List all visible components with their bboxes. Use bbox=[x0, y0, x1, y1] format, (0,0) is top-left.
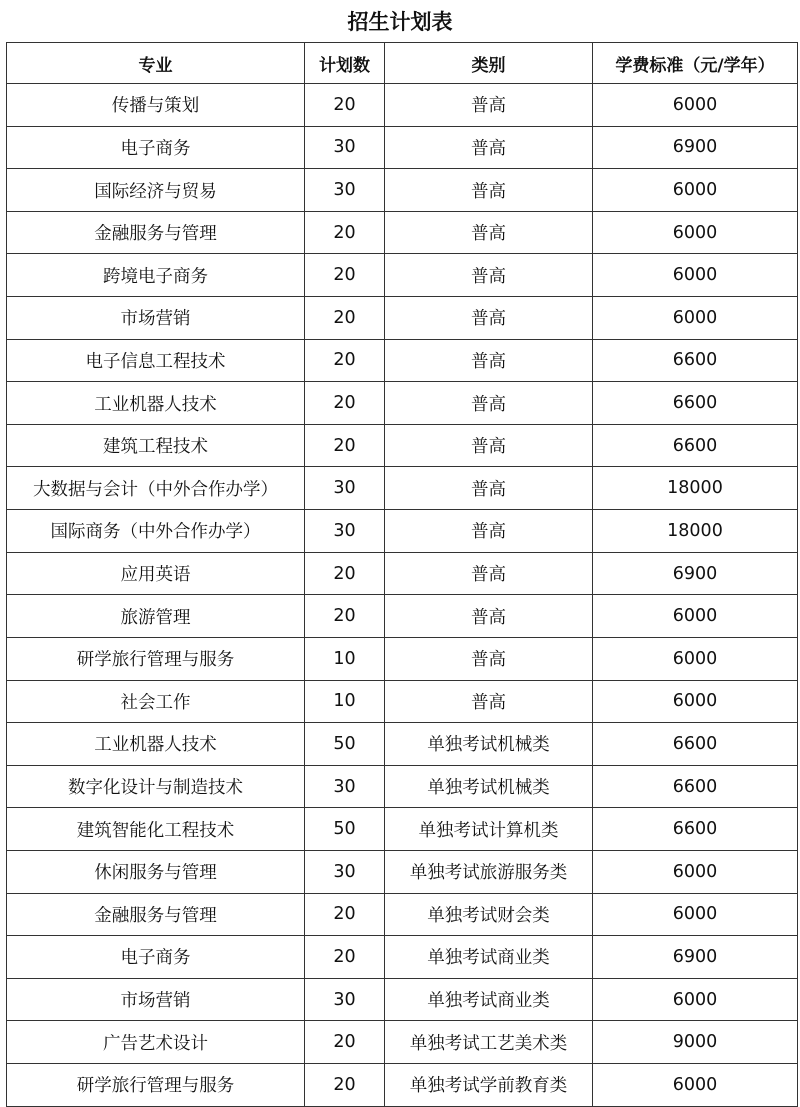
major-cell: 社会工作 bbox=[7, 680, 305, 723]
plan-count-cell: 20 bbox=[305, 382, 385, 425]
enrollment-plan-table bbox=[6, 42, 798, 1107]
plan-count-cell: 30 bbox=[305, 850, 385, 893]
table-row bbox=[7, 680, 798, 723]
major-cell: 工业机器人技术 bbox=[7, 382, 305, 425]
category-cell: 单独考试机械类 bbox=[385, 765, 593, 808]
major-cell: 数字化设计与制造技术 bbox=[7, 765, 305, 808]
plan-count-cell: 20 bbox=[305, 1064, 385, 1107]
major-cell: 研学旅行管理与服务 bbox=[7, 637, 305, 680]
tuition-cell: 6900 bbox=[593, 936, 798, 979]
category-cell: 普高 bbox=[385, 595, 593, 638]
table-row bbox=[7, 382, 798, 425]
category-cell: 普高 bbox=[385, 211, 593, 254]
major-cell: 国际经济与贸易 bbox=[7, 169, 305, 212]
major-cell: 市场营销 bbox=[7, 297, 305, 340]
tuition-cell: 6000 bbox=[593, 850, 798, 893]
header-category: 类别 bbox=[385, 43, 593, 84]
major-cell: 国际商务（中外合作办学） bbox=[7, 510, 305, 553]
major-cell: 电子商务 bbox=[7, 936, 305, 979]
category-cell: 单独考试工艺美术类 bbox=[385, 1021, 593, 1064]
category-cell: 普高 bbox=[385, 680, 593, 723]
category-cell: 普高 bbox=[385, 552, 593, 595]
plan-count-cell: 20 bbox=[305, 297, 385, 340]
header-plan-count: 计划数 bbox=[305, 43, 385, 84]
major-cell: 市场营销 bbox=[7, 978, 305, 1021]
table-row bbox=[7, 169, 798, 212]
major-cell: 电子商务 bbox=[7, 126, 305, 169]
tuition-cell: 6000 bbox=[593, 254, 798, 297]
major-cell: 传播与策划 bbox=[7, 84, 305, 127]
table-row bbox=[7, 84, 798, 127]
tuition-cell: 6600 bbox=[593, 765, 798, 808]
table-row bbox=[7, 893, 798, 936]
plan-count-cell: 20 bbox=[305, 84, 385, 127]
category-cell: 单独考试旅游服务类 bbox=[385, 850, 593, 893]
tuition-cell: 9000 bbox=[593, 1021, 798, 1064]
table-row bbox=[7, 510, 798, 553]
plan-count-cell: 20 bbox=[305, 595, 385, 638]
plan-count-cell: 10 bbox=[305, 637, 385, 680]
plan-count-cell: 30 bbox=[305, 467, 385, 510]
table-row bbox=[7, 126, 798, 169]
category-cell: 单独考试商业类 bbox=[385, 936, 593, 979]
plan-count-cell: 50 bbox=[305, 723, 385, 766]
plan-count-cell: 30 bbox=[305, 169, 385, 212]
tuition-cell: 6600 bbox=[593, 424, 798, 467]
tuition-cell: 6000 bbox=[593, 637, 798, 680]
tuition-cell: 6600 bbox=[593, 723, 798, 766]
table-row bbox=[7, 467, 798, 510]
category-cell: 单独考试学前教育类 bbox=[385, 1064, 593, 1107]
plan-count-cell: 30 bbox=[305, 510, 385, 553]
plan-count-cell: 30 bbox=[305, 765, 385, 808]
category-cell: 普高 bbox=[385, 637, 593, 680]
plan-count-cell: 30 bbox=[305, 126, 385, 169]
category-cell: 普高 bbox=[385, 126, 593, 169]
major-cell: 建筑工程技术 bbox=[7, 424, 305, 467]
plan-count-cell: 20 bbox=[305, 339, 385, 382]
tuition-cell: 6000 bbox=[593, 297, 798, 340]
major-cell: 金融服务与管理 bbox=[7, 211, 305, 254]
table-body bbox=[7, 84, 798, 1107]
major-cell: 建筑智能化工程技术 bbox=[7, 808, 305, 851]
tuition-cell: 6900 bbox=[593, 552, 798, 595]
category-cell: 普高 bbox=[385, 339, 593, 382]
tuition-cell: 6000 bbox=[593, 211, 798, 254]
plan-count-cell: 20 bbox=[305, 211, 385, 254]
header-tuition: 学费标准（元/学年） bbox=[593, 43, 798, 84]
tuition-cell: 6600 bbox=[593, 339, 798, 382]
table-row bbox=[7, 211, 798, 254]
major-cell: 研学旅行管理与服务 bbox=[7, 1064, 305, 1107]
table-row bbox=[7, 1021, 798, 1064]
table-row bbox=[7, 765, 798, 808]
table-row bbox=[7, 552, 798, 595]
plan-count-cell: 30 bbox=[305, 978, 385, 1021]
tuition-cell: 6000 bbox=[593, 595, 798, 638]
category-cell: 普高 bbox=[385, 467, 593, 510]
table-row bbox=[7, 637, 798, 680]
category-cell: 普高 bbox=[385, 510, 593, 553]
tuition-cell: 18000 bbox=[593, 467, 798, 510]
category-cell: 单独考试机械类 bbox=[385, 723, 593, 766]
category-cell: 单独考试商业类 bbox=[385, 978, 593, 1021]
tuition-cell: 6000 bbox=[593, 169, 798, 212]
tuition-cell: 6000 bbox=[593, 84, 798, 127]
major-cell: 大数据与会计（中外合作办学） bbox=[7, 467, 305, 510]
plan-count-cell: 20 bbox=[305, 936, 385, 979]
page-title: 招生计划表 bbox=[347, 10, 453, 34]
tuition-cell: 6600 bbox=[593, 382, 798, 425]
tuition-cell: 6000 bbox=[593, 978, 798, 1021]
tuition-cell: 6000 bbox=[593, 893, 798, 936]
table-row bbox=[7, 595, 798, 638]
plan-count-cell: 20 bbox=[305, 424, 385, 467]
header-row bbox=[7, 43, 798, 84]
table-row bbox=[7, 808, 798, 851]
tuition-cell: 6000 bbox=[593, 680, 798, 723]
category-cell: 普高 bbox=[385, 382, 593, 425]
table-row bbox=[7, 978, 798, 1021]
table-row bbox=[7, 1064, 798, 1107]
table-row bbox=[7, 254, 798, 297]
major-cell: 应用英语 bbox=[7, 552, 305, 595]
plan-count-cell: 20 bbox=[305, 552, 385, 595]
plan-count-cell: 50 bbox=[305, 808, 385, 851]
category-cell: 单独考试财会类 bbox=[385, 893, 593, 936]
table-row bbox=[7, 339, 798, 382]
major-cell: 广告艺术设计 bbox=[7, 1021, 305, 1064]
major-cell: 电子信息工程技术 bbox=[7, 339, 305, 382]
category-cell: 普高 bbox=[385, 84, 593, 127]
plan-count-cell: 20 bbox=[305, 893, 385, 936]
table-row bbox=[7, 723, 798, 766]
header-major: 专业 bbox=[7, 43, 305, 84]
plan-count-cell: 10 bbox=[305, 680, 385, 723]
major-cell: 工业机器人技术 bbox=[7, 723, 305, 766]
major-cell: 跨境电子商务 bbox=[7, 254, 305, 297]
tuition-cell: 18000 bbox=[593, 510, 798, 553]
major-cell: 休闲服务与管理 bbox=[7, 850, 305, 893]
category-cell: 普高 bbox=[385, 297, 593, 340]
table-row bbox=[7, 297, 798, 340]
table-row bbox=[7, 424, 798, 467]
category-cell: 普高 bbox=[385, 424, 593, 467]
category-cell: 普高 bbox=[385, 254, 593, 297]
category-cell: 普高 bbox=[385, 169, 593, 212]
table-row bbox=[7, 850, 798, 893]
tuition-cell: 6900 bbox=[593, 126, 798, 169]
tuition-cell: 6000 bbox=[593, 1064, 798, 1107]
major-cell: 旅游管理 bbox=[7, 595, 305, 638]
plan-count-cell: 20 bbox=[305, 1021, 385, 1064]
plan-count-cell: 20 bbox=[305, 254, 385, 297]
category-cell: 单独考试计算机类 bbox=[385, 808, 593, 851]
major-cell: 金融服务与管理 bbox=[7, 893, 305, 936]
tuition-cell: 6600 bbox=[593, 808, 798, 851]
table-row bbox=[7, 936, 798, 979]
